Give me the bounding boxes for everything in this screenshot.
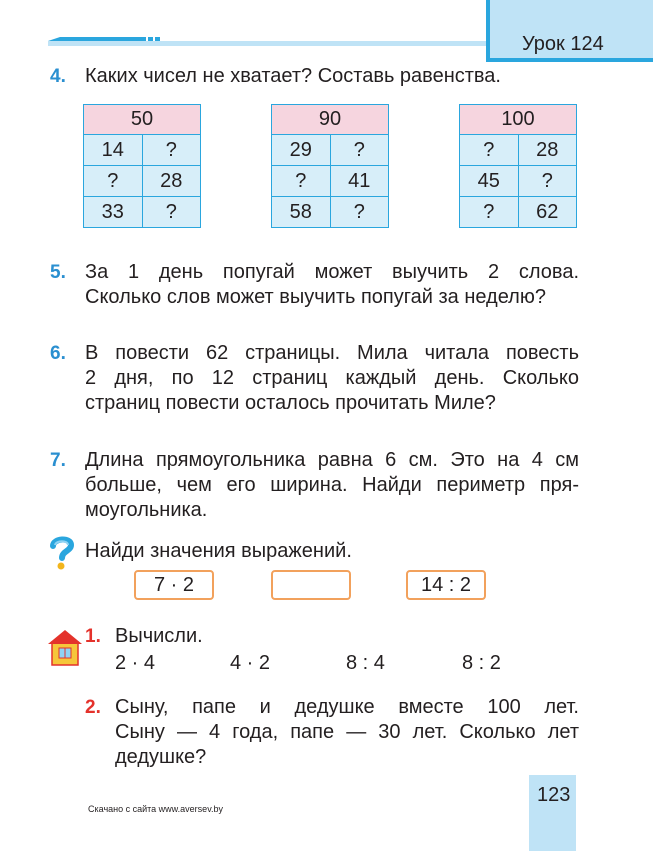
table-cell: ? (142, 135, 201, 166)
question-mark-icon (47, 535, 77, 571)
puzzle-text: Найди значения выражений. (85, 540, 352, 562)
table-cell: ? (460, 135, 519, 166)
task-7-number: 7. (50, 450, 66, 471)
homework-expression: 2 · 4 (115, 652, 156, 674)
table-total: 100 (460, 105, 577, 135)
task-5-line-2: Сколько слов может выучить попугай за неделю? (85, 286, 546, 308)
table-cell: ? (460, 197, 519, 228)
task-7-line-2: больше, чем его ширина. Найди периметр пря- (85, 474, 579, 496)
house-icon (48, 628, 82, 666)
table-total: 50 (84, 105, 201, 135)
homework-2-number: 2. (85, 697, 101, 718)
homework-2-line-3: дедушке? (115, 746, 207, 768)
task-5-number: 5. (50, 262, 66, 283)
table-cell: 28 (518, 135, 577, 166)
task-6-line-3: страниц повести осталось прочитать Миле? (85, 392, 496, 414)
homework-2-line-1: Сыну, папе и дедушке вместе 100 лет. (115, 696, 579, 718)
table-cell: 29 (272, 135, 331, 166)
table-cell: ? (272, 166, 331, 197)
homework-expression: 4 · 2 (230, 652, 271, 674)
task-5-line-1: За 1 день попугай может выучить 2 слова. (85, 261, 579, 283)
table-cell: ? (142, 197, 201, 228)
lesson-title: Урок 124 (522, 33, 604, 55)
table-cell: ? (330, 135, 389, 166)
table-cell: 58 (272, 197, 331, 228)
page-number: 123 (537, 784, 571, 806)
source-note: Скачано с сайта www.aversev.by (88, 804, 224, 814)
task-6-line-1: В повести 62 страницы. Мила читала повесть (85, 342, 579, 364)
expression-box-2 (271, 570, 351, 600)
number-table-3 (459, 104, 577, 228)
table-total: 90 (272, 105, 389, 135)
table-cell: ? (84, 166, 143, 197)
task-6-line-2: 2 дня, по 12 страниц каждый день. Сколько (85, 367, 579, 389)
expression-box-3: 14 : 2 (406, 570, 486, 600)
number-table-2 (271, 104, 389, 228)
table-cell: 14 (84, 135, 143, 166)
homework-expression: 8 : 2 (462, 652, 501, 674)
homework-expression: 8 : 4 (346, 652, 385, 674)
number-table-1 (83, 104, 201, 228)
homework-2-line-2: Сыну — 4 года, папе — 30 лет. Сколько лет (115, 721, 579, 743)
homework-1-number: 1. (85, 626, 101, 647)
table-cell: ? (518, 166, 577, 197)
task-7-line-3: моугольника. (85, 499, 208, 521)
table-cell: 45 (460, 166, 519, 197)
lesson-tab (486, 0, 653, 62)
table-cell: 41 (330, 166, 389, 197)
table-cell: ? (330, 197, 389, 228)
page-number-tab (529, 775, 576, 851)
task-7-line-1: Длина прямоугольника равна 6 см. Это на 4 см (85, 449, 579, 471)
task-4-text: Каких чисел не хватает? Составь равенства. (85, 65, 501, 87)
table-cell: 62 (518, 197, 577, 228)
task-6-number: 6. (50, 343, 66, 364)
table-cell: 28 (142, 166, 201, 197)
expression-box-1: 7 · 2 (134, 570, 214, 600)
table-cell: 33 (84, 197, 143, 228)
homework-1-label: Вычисли. (115, 625, 203, 647)
task-4-number: 4. (50, 66, 66, 87)
